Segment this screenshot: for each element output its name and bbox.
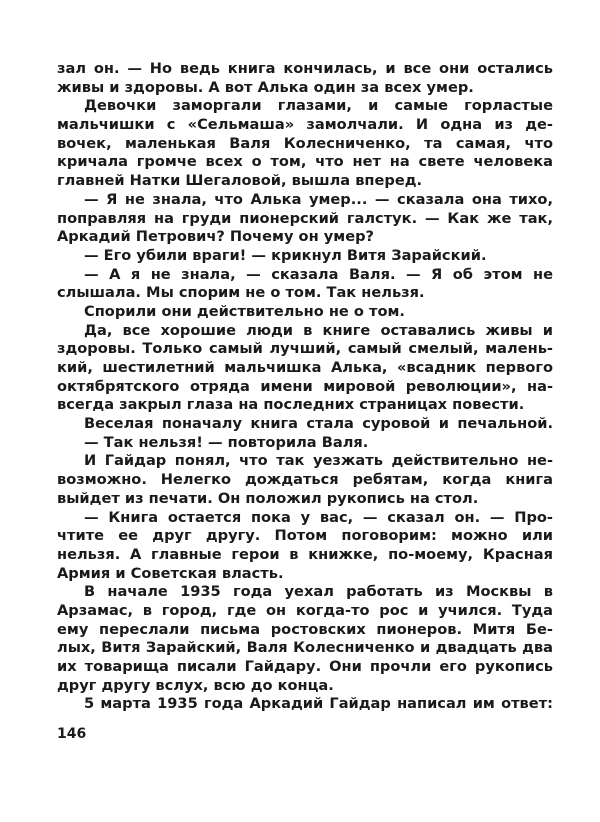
paragraph — [57, 695, 553, 714]
text-line: их товарища писали Гайдару. Они прочли его рукопись — [57, 658, 553, 675]
text-line: здоровы. Только самый лучший, самый смелый, малень- — [57, 340, 553, 358]
text-line: живы и здоровы. А вот Алька один за всех умер. — [57, 78, 474, 96]
text-line: слышала. Мы спорим не о том. Так нельзя. — [57, 284, 425, 302]
text-line: вочек, маленькая Валя Колесниченко, та самая, что — [57, 134, 553, 152]
paragraph — [57, 452, 553, 508]
text-line: зал он. — Но ведь книга кончилась, и все они остались — [57, 60, 553, 77]
page-body-text — [57, 60, 553, 714]
text-line: чтите ее друг другу. Потом поговорим: можно или — [57, 527, 553, 545]
paragraph — [57, 509, 553, 584]
page-number: 146 — [57, 726, 87, 742]
text-line: мальчишки с «Сельмаша» замолчали. И одна из де- — [57, 116, 553, 134]
text-line: Армия и Советская власть. — [57, 564, 284, 582]
text-line: Веселая поначалу книга стала суровой и печальной. — [84, 415, 553, 433]
text-line: ему переслали письма ростовских пионеров. Митя Бе- — [57, 620, 553, 638]
text-line: лых, Витя Зарайский, Валя Колесниченко и двадцать два — [57, 639, 553, 657]
text-line: кий, шестилетний мальчишка Алька, «всадник первого — [57, 359, 553, 376]
paragraph — [57, 583, 553, 695]
paragraph — [57, 303, 553, 322]
text-line: возможно. Нелегко дождаться ребятам, когда книга — [57, 471, 553, 489]
text-line: поправляя на груди пионерский галстук. — Как же так, — [57, 209, 553, 227]
text-line: 5 марта 1935 года Аркадий Гайдар написал им ответ: — [84, 695, 553, 713]
paragraph — [57, 191, 553, 247]
paragraph — [57, 97, 553, 190]
text-line: нельзя. А главные герои в книжке, по-моему, Красная — [57, 545, 553, 563]
text-line: В начале 1935 года уехал работать из Москвы в — [84, 583, 553, 601]
text-line: — А я не знала, — сказала Валя. — Я об этом не — [84, 265, 553, 283]
text-line: Аркадий Петрович? Почему он умер? — [57, 228, 375, 246]
text-line: — Я не знала, что Алька умер... — сказала она тихо, — [84, 190, 553, 208]
text-line: — Так нельзя! — повторила Валя. — [84, 433, 369, 451]
text-line: друг другу вслух, всю до конца. — [57, 676, 334, 694]
paragraph — [57, 415, 553, 434]
text-line: И Гайдар понял, что так уезжать действительно не- — [84, 452, 553, 470]
paragraph — [57, 247, 553, 266]
text-line: Девочки заморгали глазами, и самые горластые — [84, 97, 553, 115]
paragraph — [57, 322, 553, 415]
text-line: октябрятского отряда имени мировой революции», на- — [57, 377, 553, 395]
text-line: всегда закрыл глаза на последних страницах повести. — [57, 396, 525, 414]
text-line: Спорили они действительно не о том. — [84, 302, 405, 320]
text-line: главней Натки Шегаловой, вышла вперед. — [57, 172, 423, 190]
text-line: — Его убили враги! — крикнул Витя Зарайский. — [84, 246, 487, 264]
paragraph — [57, 266, 553, 303]
text-line: Арзамас, в город, где он когда-то рос и учился. Туда — [57, 601, 553, 619]
text-line: Да, все хорошие люди в книге оставались живы и — [84, 321, 553, 339]
text-line: кричала громче всех о том, что нет на свете человека — [57, 153, 553, 171]
text-line: — Книга остается пока у вас, — сказал он. — Про- — [84, 508, 553, 526]
paragraph — [57, 60, 553, 97]
paragraph — [57, 434, 553, 453]
text-line: выйдет из печати. Он положил рукопись на стол. — [57, 489, 479, 507]
